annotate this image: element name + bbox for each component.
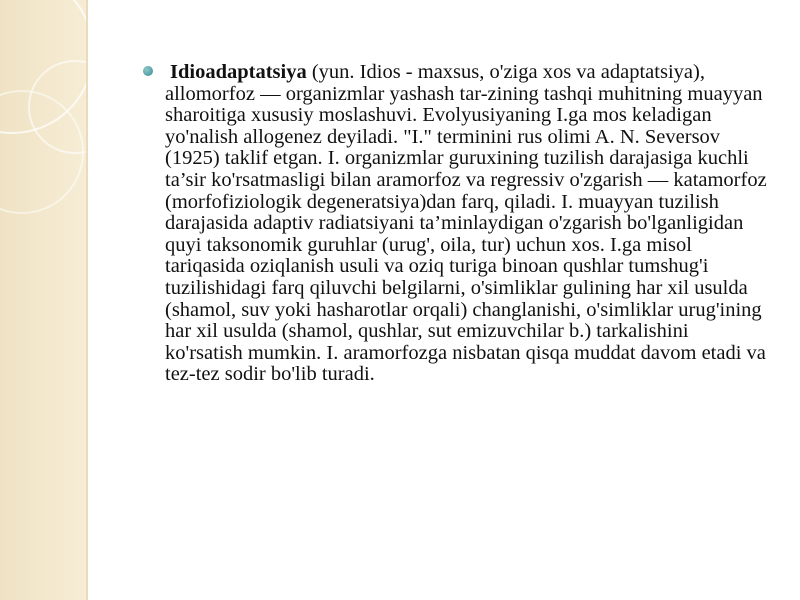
term-heading: Idioadaptatsiya [170, 61, 307, 83]
strip-divider [86, 0, 88, 600]
term-definition: (yun. Idios - maxsus, o'ziga xos va adaptatsiya), allomorfoz — organizmlar yashash tar-zining tashqi muhitning muayyan sharoitiga xususiy moslashuvi. Evolyusiyaning I.ga mos keladigan yo'nalish allogenez deyiladi. "I." terminini rus olimi A. N. Seversov (1925) taklif etgan. I. organizmlar guruxining tuzilish darajasiga kuchli ta’sir ko'rsatmasligi bilan aramorfoz va regressiv o'zgarish — katamorfoz (morfofiziologik degeneratsiya)dan farq, qiladi. I. muayyan tuzilish darajasida adaptiv radiatsiyani ta’minlaydigan o'zgarish bo'lganligidan quyi taksonomik guruhlar (urug', oila, tur) uchun xos. I.ga misol tariqasida oziqlanish usuli va oziq turiga binoan qushlar tumshug'i tuzilishidagi farq qiluvchi belgilarni, o'simliklar gulining har xil usulda (shamol, suv yoki hasharotlar orqali) changlanishi, o'simliklar urug'ining har xil usulda (shamol, qushlar, sut emizuvchilar b.) tarkalishini ko'rsatish mumkin. I. aramorfozga nisbatan qisqa muddat davom etadi va tez-tez sodir bo'lib turadi. [165, 61, 767, 386]
slide-content [140, 62, 770, 386]
bullet-dot-icon [143, 66, 153, 76]
decorative-side-strip [0, 0, 88, 600]
bullet-paragraph [140, 62, 770, 386]
